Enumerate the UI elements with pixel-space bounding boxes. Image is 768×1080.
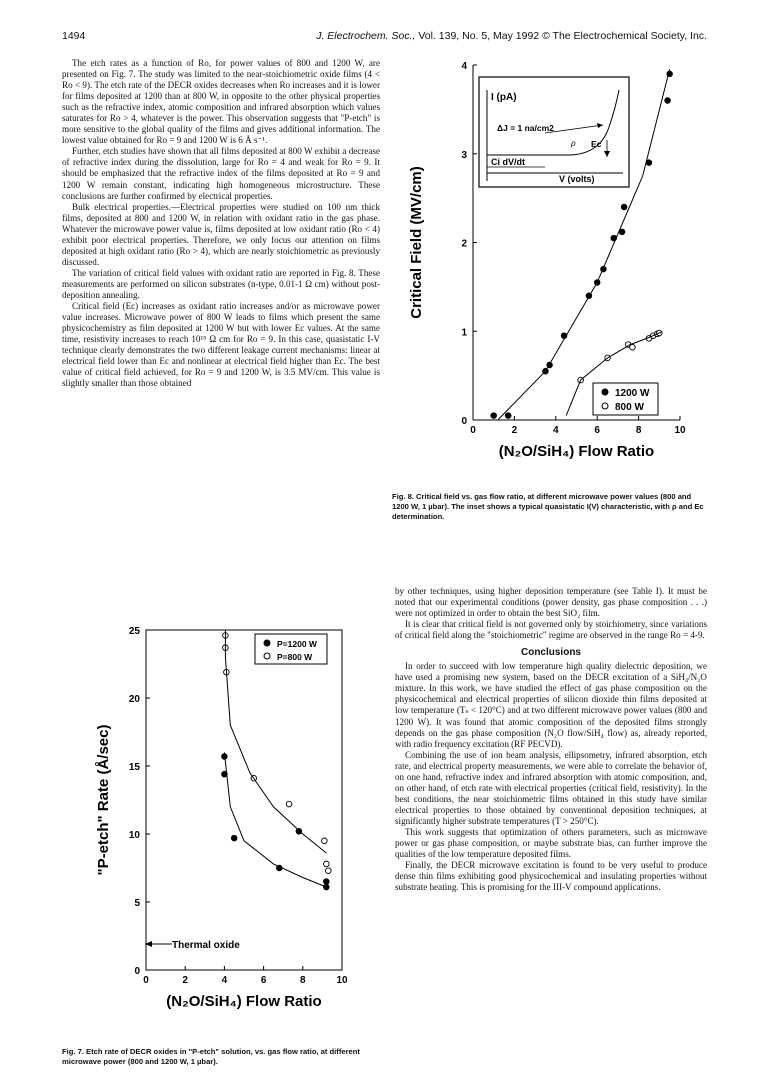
y-tick-label: 0 (461, 416, 467, 427)
x-tick-label: 2 (182, 975, 188, 986)
page-header (62, 30, 707, 44)
y-tick-label: 1 (461, 327, 467, 339)
y-tick-label: 3 (461, 149, 467, 161)
plot-frame (146, 630, 342, 970)
x-axis-label: (N₂O/SiH₄) Flow Ratio (166, 993, 322, 1010)
data-point (621, 204, 627, 210)
data-point (491, 413, 497, 419)
paragraph: Further, etch studies have shown that all films deposited at 800 W exhibit a decrease of refractive index during the dissolution, large for Ro = 4 and weak for Ro = 9. It should be emphasized that the refractive index of the films deposited at Ro = 9 and 1200 W remain constant, indicating high homogeneous microstructure. These conclusions are further confirmed by electrical properties. (62, 146, 380, 201)
x-tick-label: 4 (553, 425, 559, 436)
x-tick-label: 10 (674, 425, 686, 436)
figure-8-caption: Fig. 8. Critical field vs. gas flow ratio, at different microwave power values (800 and 1200 W, 1 µbar). The inset shows a typical quasistatic I(V) characteristic, with ρ and Ec determination. (392, 492, 704, 521)
x-tick-label: 2 (511, 425, 518, 436)
paragraph: The etch rates as a function of Ro, for power values of 800 and 1200 W, are presented on Fig. 7. The study was limited to the near-stoichiometric oxide films (4 < Ro < 9). The etch rate of the DECR oxides decreases when Ro increases and it is lower for films deposited at 1200 than at 800 W, in opposite to the other physical properties such as the refractive index, atomic composition and infrared absorption which values saturates for Ro > 4, whatever is the power. This observation suggests that "P-etch" is more sensitive to the global quality of the films and gives additional information. The lowest value obtained for Ro = 9 and 1200 W is 6 Å s⁻¹. (62, 58, 380, 146)
figure-7-plot (222, 630, 331, 890)
figure-7-caption: Fig. 7. Etch rate of DECR oxides in "P-etch" solution, vs. gas flow ratio, at different microwave power (800 and 1200 W, 1 µbar). (62, 1047, 360, 1066)
data-point (322, 838, 328, 844)
journal-volume: Vol. 139, No. 5, May 1992 © The Electrochemical Society, Inc. (418, 30, 707, 42)
x-tick-label: 8 (635, 425, 642, 436)
paragraph: Finally, the DECR microwave excitation is found to be very useful to produce dense thin films exhibiting good physicochemical and insulating properties without substrate heating. This is promising for the III-V compound applications. (395, 860, 707, 893)
figure-8-legend (593, 383, 658, 415)
data-point (286, 801, 292, 807)
data-point (231, 835, 237, 841)
paragraph: It is clear that critical field is not governed only by stoichiometry, since variations of critical field along the "stoichiometric" regime are observed in the range Ro = 4-9. (395, 619, 707, 641)
inset-cidvdt-label: Ci dV/dt (491, 157, 525, 167)
x-tick-label: 0 (470, 425, 476, 436)
y-tick-label: 5 (134, 898, 140, 909)
x-tick-label: 0 (143, 975, 149, 986)
journal-citation (316, 30, 707, 42)
inset-ylabel: I (pA) (491, 92, 517, 103)
figure-8-inset (479, 77, 629, 187)
y-tick-label: 10 (128, 830, 140, 841)
x-tick-label: 6 (260, 975, 267, 986)
x-tick-label: 10 (336, 975, 348, 986)
inset-ec-label: Ec (591, 139, 602, 149)
legend-marker (264, 640, 270, 646)
y-tick-label: 15 (128, 762, 140, 773)
legend-label: P=1200 W (277, 639, 317, 649)
legend-label: 1200 W (615, 388, 650, 399)
trend-curve (224, 752, 326, 887)
paragraph: Critical field (Ec) increases as oxidant ratio increases and/or as microwave power value increases. Microwave power of 800 W leads to films which present the same physicochemistry as film deposited at 1200 W but with lower Ec values. At the same time, resistivity increases to reach 10¹⁵ Ω cm for Ro = 9. In this case, quasistatic I-V technique clearly demonstrates the two different leakage current mechanisms: linear at electrical field lower than Ec and nonlinear at electrical field higher than Ec. The best value of critical field achieved, for Ro = 9 and 1200 W, is 3.5 MV/cm. This value is slightly smaller than those obtained (62, 301, 380, 389)
data-point (324, 861, 330, 867)
thermal-oxide-annotation (145, 940, 240, 951)
figure-7-chart (62, 620, 387, 1040)
inset-dj-label: ΔJ = 1 na/cm2 (497, 123, 554, 133)
data-point (505, 413, 511, 419)
thermal-oxide-label: Thermal oxide (172, 940, 240, 951)
paragraph: Bulk electrical properties.—Electrical properties were studied on 100 nm thick films, deposited at 800 and 1200 W, in relation with oxidant ratio in the gas phase. Whatever the microwave power value is, films deposited at low oxidant ratio (Ro < 4) exhibit poor electrical properties. Therefore, we only focus our attention on films deposited at high oxidant ratio (Ro > 4), which are nearly stoichiometric as previously discussed. (62, 201, 380, 267)
x-tick-label: 6 (594, 425, 600, 436)
data-point (665, 98, 671, 104)
y-tick-label: 25 (128, 626, 140, 637)
paragraph: Combining the use of ion beam analysis, ellipsometry, infrared absorption, etch rate, and electrical property measurements, we were able to correlate the behavior of, on one hand, refractive index and infrared absorption with atomic composition, and, on other hand, of etch rate with electrical properties (critical field, resistivity). In the best conditions, the near stoichiometric films obtained in this study have similar electrical properties to those obtained by conventional deposition techniques, at significantly higher substrate temperatures (T > 250°C). (395, 749, 707, 826)
arrow-head-icon (604, 151, 610, 157)
paragraph: by other techniques, using higher deposition temperature (see Table I). It must be noted that our experimental conditions (power density, gas phase composition . . .) were not optimized in order to obtain the best SiO₂ film. (395, 586, 707, 619)
data-point (630, 344, 636, 350)
paragraph: This work suggests that optimization of others parameters, such as microwave power or gas phase composition, or maybe substrate bias, can further improve the qualities of the low temperature deposited films. (395, 826, 707, 860)
paragraph: The variation of critical field values with oxidant ratio are reported in Fig. 8. These measurements are performed on silicon substrates (n-type, 0.01-1 Ω cm) without post-deposition annealing. (62, 267, 380, 300)
y-tick-label: 4 (461, 61, 467, 72)
data-point (296, 828, 302, 834)
y-tick-label: 20 (128, 694, 140, 705)
data-point (324, 884, 330, 890)
legend-label: 800 W (615, 402, 644, 413)
legend-marker (602, 403, 608, 409)
paragraph: In order to succeed with low temperature high quality dielectric deposition, we have used a promising new system, based on the DECR excitation of a SiH₄/N₂O mixture. In this work, we have studied the effect of gas phase composition on the physicochemical and electrical properties of silicon dioxide thin films deposited at low temperature (Tₛ < 120°C) and at two different microwave power values (800 and 1200 W). It was found that atomic composition of the deposited films strongly depends on the gas phase composition (N₂O flow/SiH₄ flow) as, already reported, with radio frequency excitation (RF PECVD). (395, 661, 707, 749)
data-point (324, 879, 330, 885)
page-number: 1494 (62, 30, 86, 42)
inset-xlabel: V (volts) (559, 174, 595, 184)
y-axis-label: Critical Field (MV/cm) (408, 166, 425, 319)
legend-label: P=800 W (277, 652, 313, 662)
figure-8-plot (491, 69, 673, 420)
legend-marker (264, 653, 270, 659)
section-heading: Conclusions (520, 647, 581, 659)
left-column (62, 58, 380, 389)
x-axis-label: (N₂O/SiH₄) Flow Ratio (498, 443, 655, 460)
y-tick-label: 2 (461, 238, 467, 250)
trend-curve (498, 69, 670, 420)
arrow-head-icon (597, 123, 603, 128)
y-tick-label: 0 (134, 966, 140, 977)
legend-marker (602, 389, 608, 395)
x-tick-label: 8 (300, 975, 306, 986)
data-point (325, 868, 331, 874)
right-column (395, 586, 707, 893)
journal-name: J. Electrochem. Soc., (316, 30, 416, 42)
figure-7-legend (255, 634, 327, 664)
x-tick-label: 4 (221, 975, 228, 986)
inset-rho-label: ρ (571, 139, 576, 148)
figure-8-chart (395, 55, 695, 485)
y-axis-label: "P-etch" Rate (Å/sec) (95, 724, 112, 876)
figure-7-axes (95, 626, 348, 1010)
